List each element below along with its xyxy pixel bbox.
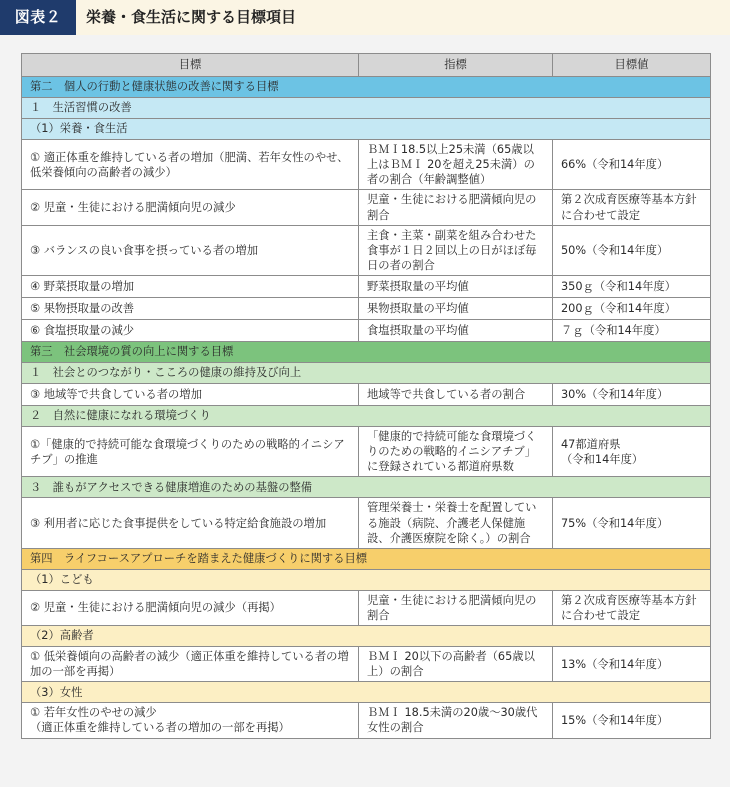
figure-label: 図表２ xyxy=(0,0,76,35)
goals-table xyxy=(21,53,711,739)
target-value-cell: 47都道府県 （令和14年度） xyxy=(553,427,711,477)
table-row xyxy=(22,225,711,275)
section-title: 第四 ライフコースアプローチを踏まえた健康づくりに関する目標 xyxy=(22,548,711,569)
goal-cell: ③ 利用者に応じた食事提供をしている特定給食施設の増加 xyxy=(22,498,359,548)
target-value-cell: 50%（令和14年度） xyxy=(553,225,711,275)
target-value-cell: 75%（令和14年度） xyxy=(553,498,711,548)
subsection-row xyxy=(22,119,711,140)
subsection-title: １ 社会とのつながり・こころの健康の維持及び向上 xyxy=(22,363,711,384)
indicator-cell: 主食・主菜・副菜を組み合わせた食事が１日２回以上の日がほぼ毎日の者の割合 xyxy=(359,225,553,275)
goal-cell: ④ 野菜摂取量の増加 xyxy=(22,276,359,298)
goal-cell: ③ バランスの良い食事を摂っている者の増加 xyxy=(22,225,359,275)
target-value-cell: 第２次成育医療等基本方針に合わせて設定 xyxy=(553,190,711,225)
section-row xyxy=(22,548,711,569)
subsection-row xyxy=(22,363,711,384)
indicator-cell: 児童・生徒における肥満傾向児の割合 xyxy=(359,190,553,225)
section-title: 第二 個人の行動と健康状態の改善に関する目標 xyxy=(22,77,711,98)
goal-cell: ⑤ 果物摂取量の改善 xyxy=(22,298,359,320)
target-value-cell: 350ｇ（令和14年度） xyxy=(553,276,711,298)
subsection-title: １ 生活習慣の改善 xyxy=(22,98,711,119)
subsection-title: ３ 誰もがアクセスできる健康増進のための基盤の整備 xyxy=(22,477,711,498)
table-row xyxy=(22,498,711,548)
indicator-cell: 管理栄養士・栄養士を配置している施設（病院、介護老人保健施設、介護医療院を除く。）の割合 xyxy=(359,498,553,548)
target-value-cell: 30%（令和14年度） xyxy=(553,384,711,406)
table-row xyxy=(22,647,711,682)
goal-cell: ② 児童・生徒における肥満傾向児の減少 xyxy=(22,190,359,225)
column-header-goal: 目標 xyxy=(22,54,359,77)
section-title: 第三 社会環境の質の向上に関する目標 xyxy=(22,342,711,363)
subsection-row xyxy=(22,406,711,427)
goal-cell: ① 適正体重を維持している者の増加（肥満、若年女性のやせ、低栄養傾向の高齢者の減少） xyxy=(22,140,359,190)
subsection-row xyxy=(22,569,711,590)
table-row xyxy=(22,703,711,738)
target-value-cell: 13%（令和14年度） xyxy=(553,647,711,682)
table-row xyxy=(22,140,711,190)
figure-header xyxy=(0,0,730,35)
indicator-cell: ＢＭＩ 20以下の高齢者（65歳以上）の割合 xyxy=(359,647,553,682)
table-row xyxy=(22,427,711,477)
target-value-cell: 66%（令和14年度） xyxy=(553,140,711,190)
column-header-target-value: 目標値 xyxy=(553,54,711,77)
goal-cell: ③ 地域等で共食している者の増加 xyxy=(22,384,359,406)
goal-cell: ② 児童・生徒における肥満傾向児の減少（再掲） xyxy=(22,590,359,625)
subsection-row xyxy=(22,682,711,703)
table-row xyxy=(22,384,711,406)
table-row xyxy=(22,190,711,225)
table-row xyxy=(22,298,711,320)
subsection-title: （1）栄養・食生活 xyxy=(22,119,711,140)
subsection-title: （2）高齢者 xyxy=(22,626,711,647)
target-value-cell: 15%（令和14年度） xyxy=(553,703,711,738)
table-row xyxy=(22,590,711,625)
section-row xyxy=(22,342,711,363)
subsection-row xyxy=(22,98,711,119)
indicator-cell: 果物摂取量の平均値 xyxy=(359,298,553,320)
goal-cell: ①「健康的で持続可能な食環境づくりのための戦略的イニシアチブ」の推進 xyxy=(22,427,359,477)
figure-title: 栄養・食生活に関する目標項目 xyxy=(86,8,297,26)
indicator-cell: 地域等で共食している者の割合 xyxy=(359,384,553,406)
goal-cell: ⑥ 食塩摂取量の減少 xyxy=(22,320,359,342)
subsection-title: （1）こども xyxy=(22,569,711,590)
target-value-cell: 200ｇ（令和14年度） xyxy=(553,298,711,320)
indicator-cell: 「健康的で持続可能な食環境づくりのための戦略的イニシアチブ」に登録されている都道府県数 xyxy=(359,427,553,477)
goal-cell: ① 低栄養傾向の高齢者の減少（適正体重を維持している者の増加の一部を再掲） xyxy=(22,647,359,682)
subsection-row xyxy=(22,477,711,498)
indicator-cell: 野菜摂取量の平均値 xyxy=(359,276,553,298)
target-value-cell: 第２次成育医療等基本方針に合わせて設定 xyxy=(553,590,711,625)
goal-cell: ① 若年女性のやせの減少 （適正体重を維持している者の増加の一部を再掲） xyxy=(22,703,359,738)
indicator-cell: ＢＭＩ18.5以上25未満（65歳以上はＢＭＩ 20を超え25未満）の者の割合（年齢調整値） xyxy=(359,140,553,190)
column-header-indicator: 指標 xyxy=(359,54,553,77)
table-row xyxy=(22,276,711,298)
subsection-row xyxy=(22,626,711,647)
target-value-cell: ７ｇ（令和14年度） xyxy=(553,320,711,342)
subsection-title: （3）女性 xyxy=(22,682,711,703)
table-row xyxy=(22,320,711,342)
indicator-cell: 児童・生徒における肥満傾向児の割合 xyxy=(359,590,553,625)
section-row xyxy=(22,77,711,98)
indicator-cell: 食塩摂取量の平均値 xyxy=(359,320,553,342)
table-header-row xyxy=(22,54,711,77)
indicator-cell: ＢＭＩ 18.5未満の20歳～30歳代女性の割合 xyxy=(359,703,553,738)
subsection-title: ２ 自然に健康になれる環境づくり xyxy=(22,406,711,427)
